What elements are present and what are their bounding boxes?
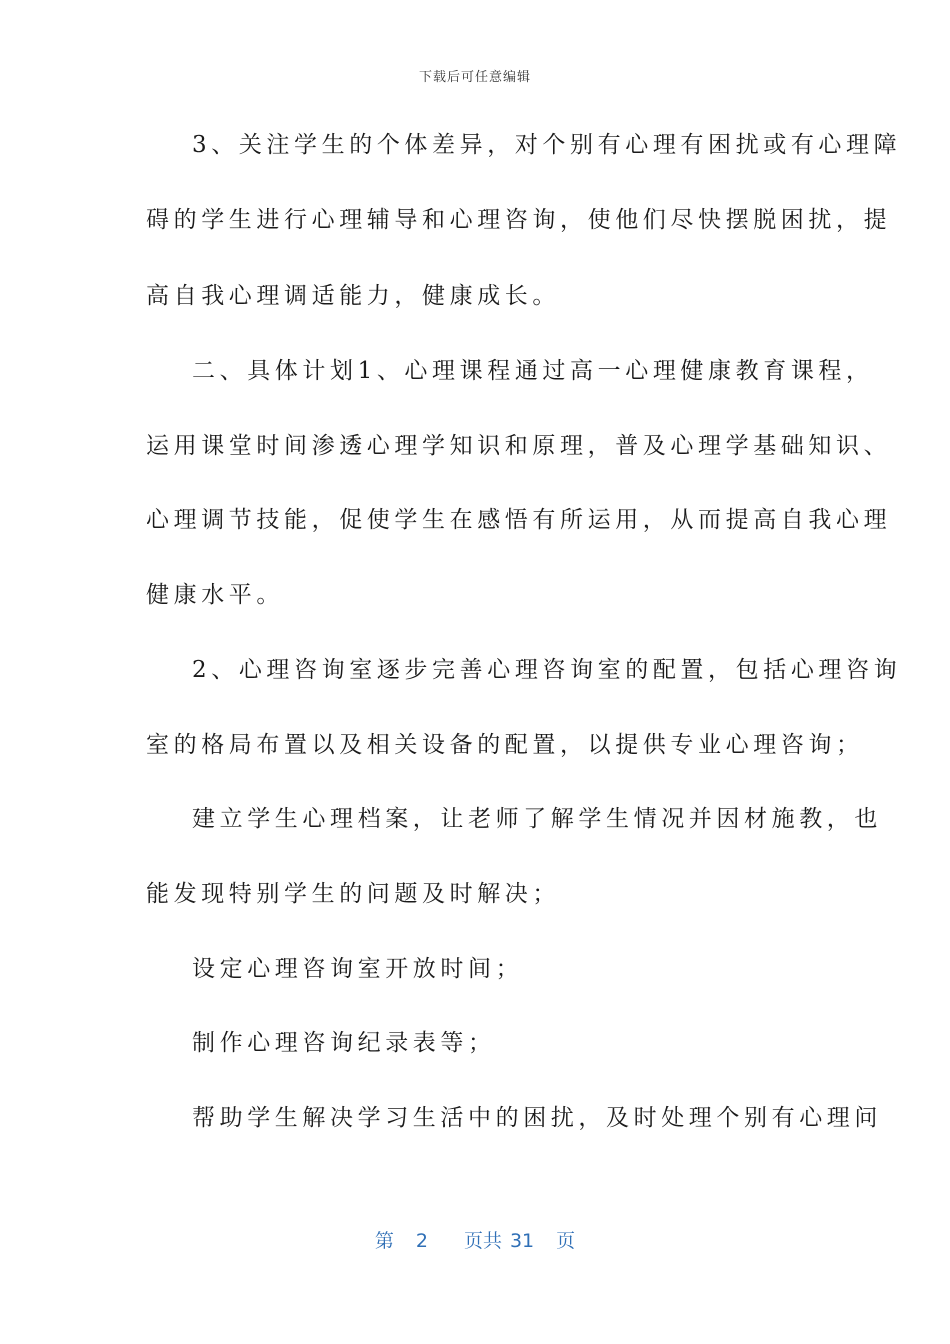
paragraph-line: 高自我心理调适能力，健康成长。 [146,283,560,309]
paragraph-line: 健康水平。 [146,582,284,608]
paragraph-line: 运用课堂时间渗透心理学知识和原理，普及心理学基础知识、 [146,433,892,459]
page-footer [0,1226,950,1253]
footer-page-number: 2 [415,1230,428,1252]
paragraph-line: 3、关注学生的个体差异，对个别有心理有困扰或有心理障 [192,132,902,158]
footer-label-pages-end: 页 [556,1230,576,1252]
paragraph-line: 设定心理咨询室开放时间； [192,956,524,982]
paragraph-line: 心理调节技能，促使学生在感悟有所运用，从而提高自我心理 [146,507,892,533]
page-header: 下载后可任意编辑 [418,70,531,85]
paragraph-line: 碍的学生进行心理辅导和心理咨询，使他们尽快摆脱困扰，提 [146,207,892,233]
paragraph-line: 建立学生心理档案，让老师了解学生情况并因材施教，也 [192,806,882,832]
paragraph-line: 能发现特别学生的问题及时解决； [146,881,560,907]
footer-label-page: 第 [374,1230,394,1252]
paragraph-line: 室的格局布置以及相关设备的配置，以提供专业心理咨询； [146,732,864,758]
footer-total-pages: 31 [509,1230,535,1252]
paragraph-line: 二、具体计划1、心理课程通过高一心理健康教育课程， [192,358,874,384]
footer-label-page-of: 页共 [463,1230,502,1252]
paragraph-line: 2、心理咨询室逐步完善心理咨询室的配置，包括心理咨询 [192,657,902,683]
paragraph-line: 帮助学生解决学习生活中的困扰，及时处理个别有心理问 [192,1105,882,1131]
paragraph-line: 制作心理咨询纪录表等； [192,1030,496,1056]
